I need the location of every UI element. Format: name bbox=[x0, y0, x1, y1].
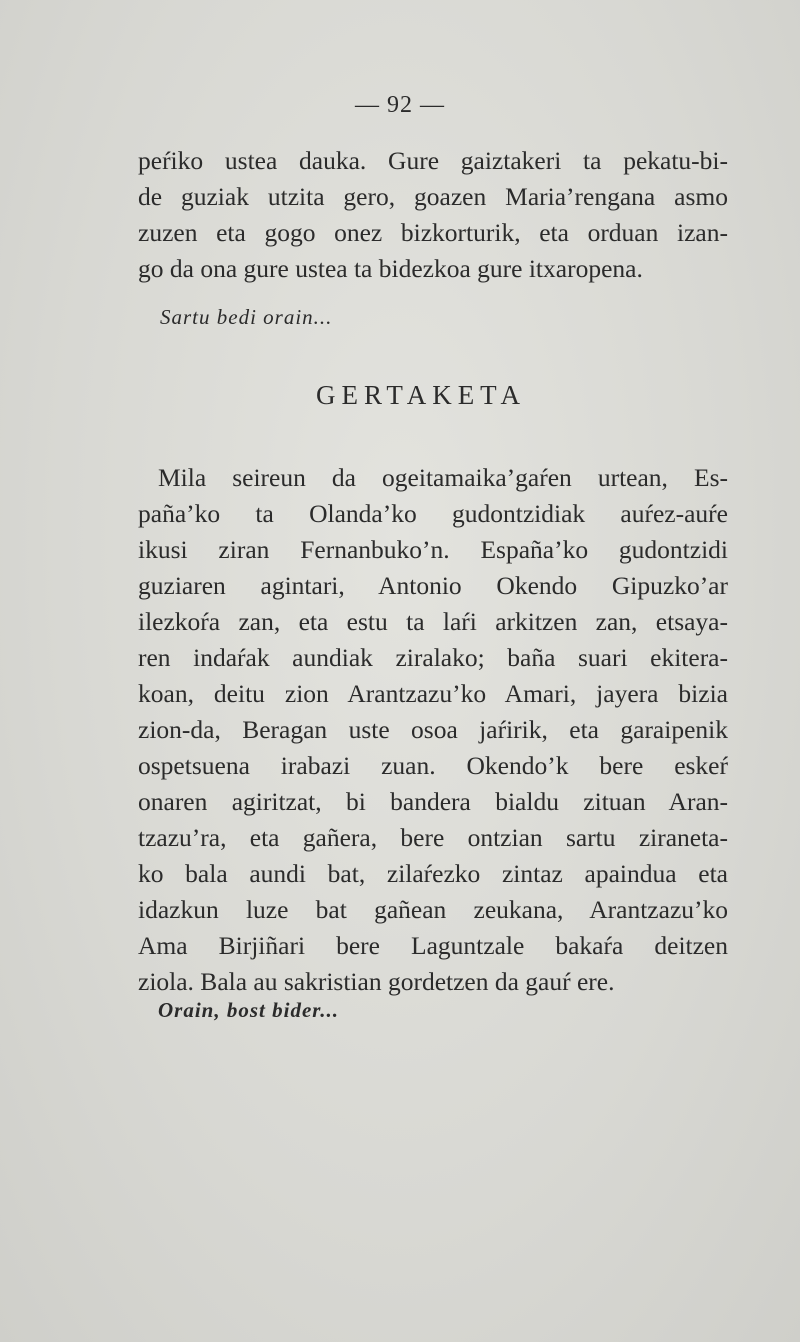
text-line: koan, deitu zion Arantzazu’ko Amari, jayera bizia bbox=[138, 679, 728, 708]
text-line: de guziak utzita gero, goazen Maria’rengana asmo bbox=[138, 182, 728, 211]
text-line: paña’ko ta Olanda’ko gudontzidiak auŕez-auŕe bbox=[138, 499, 728, 528]
text-line: zion-da, Beragan uste osoa jaŕirik, eta garaipenik bbox=[138, 715, 728, 744]
text-line: Ama Birjiñari bere Laguntzale bakaŕa deitzen bbox=[138, 931, 728, 960]
text-line: ko bala aundi bat, zilaŕezko zintaz apaindua eta bbox=[138, 859, 728, 888]
text-line: ilezkoŕa zan, eta estu ta laŕi arkitzen zan, etsaya- bbox=[138, 607, 728, 636]
text-line: go da ona gure ustea ta bidezkoa gure itxaropena. bbox=[138, 254, 643, 283]
text-line: idazkun luze bat gañean zeukana, Arantzazu’ko bbox=[138, 895, 728, 924]
text-line: guziaren agintari, Antonio Okendo Gipuzko’ar bbox=[138, 571, 728, 600]
paragraph-1 bbox=[138, 143, 728, 287]
text-line: ospetsuena irabazi zuan. Okendo’k bere eskeŕ bbox=[138, 751, 728, 780]
text-line: tzazu’ra, eta gañera, bere ontzian sartu ziraneta- bbox=[138, 823, 728, 852]
text-line: ikusi ziran Fernanbuko’n. España’ko gudontzidi bbox=[138, 535, 728, 564]
section-heading: GERTAKETA bbox=[315, 380, 527, 410]
text-line: Mila seireun da ogeitamaika’gaŕen urtean, Es- bbox=[158, 463, 728, 492]
text-line: zuzen eta gogo onez bizkorturik, eta orduan izan- bbox=[138, 218, 728, 247]
text-line: peŕiko ustea dauka. Gure gaiztakeri ta pekatu-bi- bbox=[138, 146, 728, 175]
paragraph-2 bbox=[138, 460, 728, 1000]
text-line: onaren agiritzat, bi bandera bialdu zituan Aran- bbox=[138, 787, 728, 816]
page-number: — 92 — bbox=[355, 92, 445, 118]
text-line: ren indaŕak aundiak ziralako; baña suari ekitera- bbox=[138, 643, 728, 672]
prayer-cue-1: Sartu bedi orain... bbox=[160, 305, 333, 329]
text-line: ziola. Bala au sakristian gordetzen da gauŕ ere. bbox=[138, 967, 615, 996]
prayer-cue-2: Orain, bost bider... bbox=[158, 998, 340, 1022]
